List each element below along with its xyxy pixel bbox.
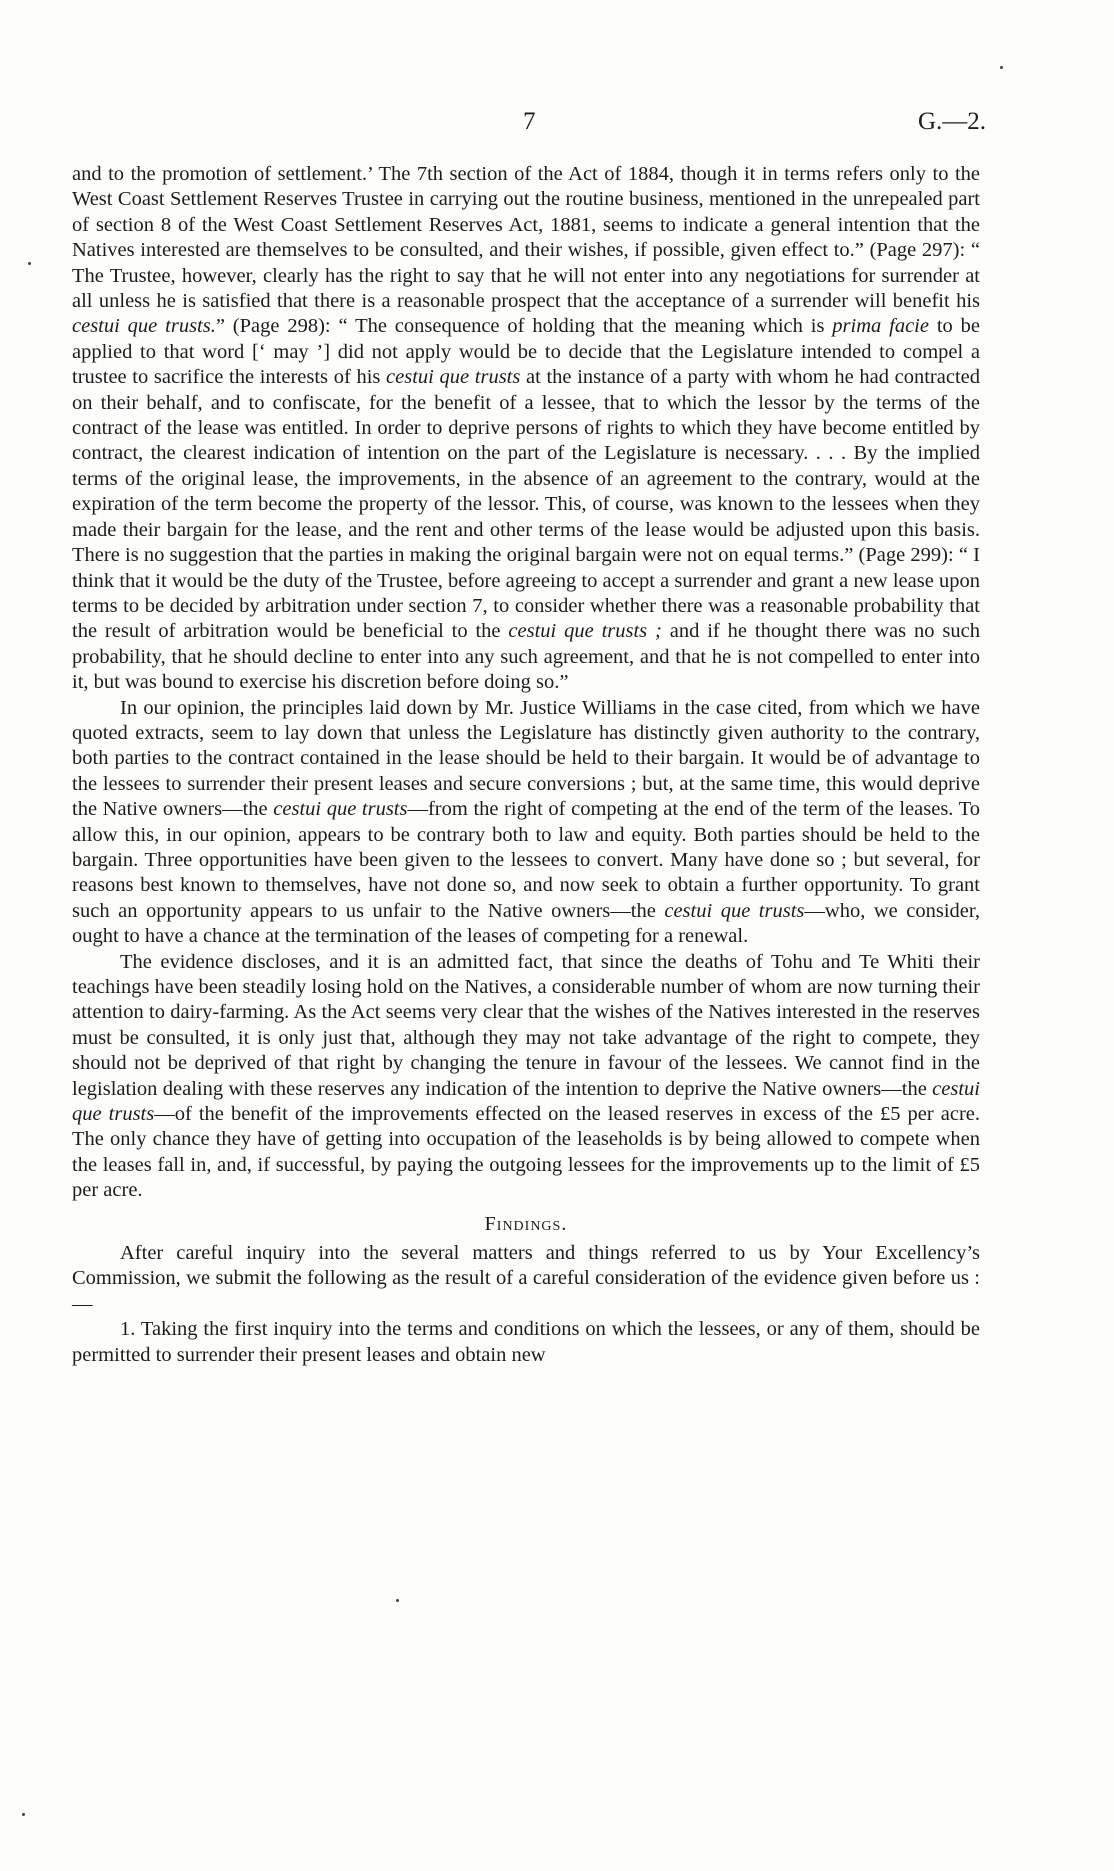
paragraph	[72, 950, 980, 1204]
italic-text-segment: prima facie	[832, 315, 929, 338]
page-header	[0, 108, 1114, 148]
italic-text-segment: cestui que trusts	[273, 798, 408, 821]
text-segment: 1. Taking the first inquiry into the terms and conditions on which the lessees, or any of them, should be permitted to surrender their present leases and obtain new	[72, 1318, 980, 1366]
scan-speck	[396, 1599, 399, 1602]
text-segment: and to the promotion of settlement.’ The 7th section of the Act of 1884, though it in terms refers only to the West Coast Settlement Reserves Trustee in carrying out the routine business, mentioned in the unrepealed part of section 8 of the West Coast Settlement Reserves Act, 1881, seems to indicate a general intention that the Natives interested are themselves to be consulted, and their wishes, if possible, given effect to.” (Page 297): “ The Trustee, however, clearly has the right to say that he will not enter into any negotiations for surrender at all unless he is satisfied that there is a reasonable prospect that the acceptance of a surrender will benefit his	[72, 163, 980, 313]
italic-text-segment: cestui que trusts ;	[508, 620, 662, 643]
scan-speck	[28, 262, 31, 265]
text-segment: —who, we consider, ought to have a chance at the termination of the leases of competing for a renewal.	[72, 899, 981, 948]
page-number: 7	[523, 108, 536, 135]
italic-text-segment: cestui que trusts	[664, 899, 805, 922]
text-segment: —of the benefit of the improvements effected on the leased reserves in excess of the £5 per acre. The only chance they have of getting into occupation of the leaseholds is by being allowed to compete when the leases fall in, and, if successful, by paying the outgoing lessees for the improvements up to the limit of £5 per acre.	[72, 1103, 980, 1202]
paragraph	[72, 1241, 980, 1317]
text-segment: ” (Page 298): “ The consequence of holding that the meaning which is	[215, 315, 833, 338]
paragraph	[72, 1317, 980, 1368]
paragraph	[72, 696, 980, 950]
scan-speck	[22, 1813, 25, 1816]
text-segment: The evidence discloses, and it is an admitted fact, that since the deaths of Tohu and Te Whiti their teachings have been steadily losing hold on the Natives, a considerable number of whom are now turning their attention to dairy-farming. As the Act seems very clear that the wishes of the Natives interested in the reserves must be consulted, it is only just that, although they may not take advantage of the right to compete, they should not be deprived of that right by changing the tenure in favour of the lessees. We cannot find in the legislation dealing with these reserves any indication of the intention to deprive the Native owners—the	[72, 950, 980, 1100]
text-segment: —from the right of competing at the end of the term of the leases. To allow this, in our opinion, appears to be contrary both to law and equity. Both parties should be held to the bargain. Three opportunities have been given to the lessees to convert. Many have done so ; but several, for reasons best known to themselves, have not done so, and now seek to obtain a further opportunity. To grant such an opportunity appears to us unfair to the Native owners—the	[72, 798, 980, 922]
findings-heading: Findings.	[484, 1212, 568, 1235]
text-segment: at the instance of a party with whom he had contracted on their behalf, and to confiscate, for the benefit of a lessee, that to which the lessor by the terms of the contract of the lease was entitled. In order to deprive persons of rights to which they have become entitled by contract, the clearest indication of intention on the part of the Legislature is necessary. . . . By the implied terms of the original lease, the improvements, in the absence of an agreement to the contrary, would at the expiration of the term become the property of the lessor. This, of course, was known to the lessees when they made their bargain for the lease, and the rent and other terms of the lease would be adjusted upon this basis. There is no suggestion that the parties in making the original bargain were not on equal terms.” (Page 299): “ I think that it would be the duty of the Trustee, before agreeing to accept a surrender and grant a new lease upon terms to be decided by arbitration under section 7, to consider whether there was a reasonable probability that the result of arbitration would be beneficial to the	[72, 366, 980, 643]
paragraph	[72, 162, 980, 696]
body-text	[72, 162, 980, 1368]
italic-text-segment: cestui que trusts	[386, 366, 521, 389]
italic-text-segment: cestui que trusts	[72, 1077, 980, 1126]
document-reference: G.—2.	[917, 108, 986, 135]
text-segment: to be applied to that word [‘ may ’] did not apply would be to decide that the Legislature intended to compel a trustee to sacrifice the interests of his	[72, 315, 980, 389]
text-segment: After careful inquiry into the several matters and things referred to us by Your Excellency’s Commission, we submit the following as the result of a careful consideration of the evidence given before us :—	[72, 1242, 980, 1315]
italic-text-segment: cestui que trusts.	[72, 315, 216, 338]
scan-speck	[1000, 66, 1003, 69]
text-segment: and if he thought there was no such probability, that he should decline to enter into any such agreement, and that he is not compelled to enter into it, but was bound to exercise his discretion before doing so.”	[72, 620, 980, 694]
text-segment: In our opinion, the principles laid down by Mr. Justice Williams in the case cited, from which we have quoted extracts, seem to lay down that unless the Legislature has distinctly given authority to the contrary, both parties to the contract contained in the lease should be held to their bargain. It would be of advantage to the lessees to surrender their present leases and secure conversions ; but, at the same time, this would deprive the Native owners—the	[72, 696, 980, 821]
